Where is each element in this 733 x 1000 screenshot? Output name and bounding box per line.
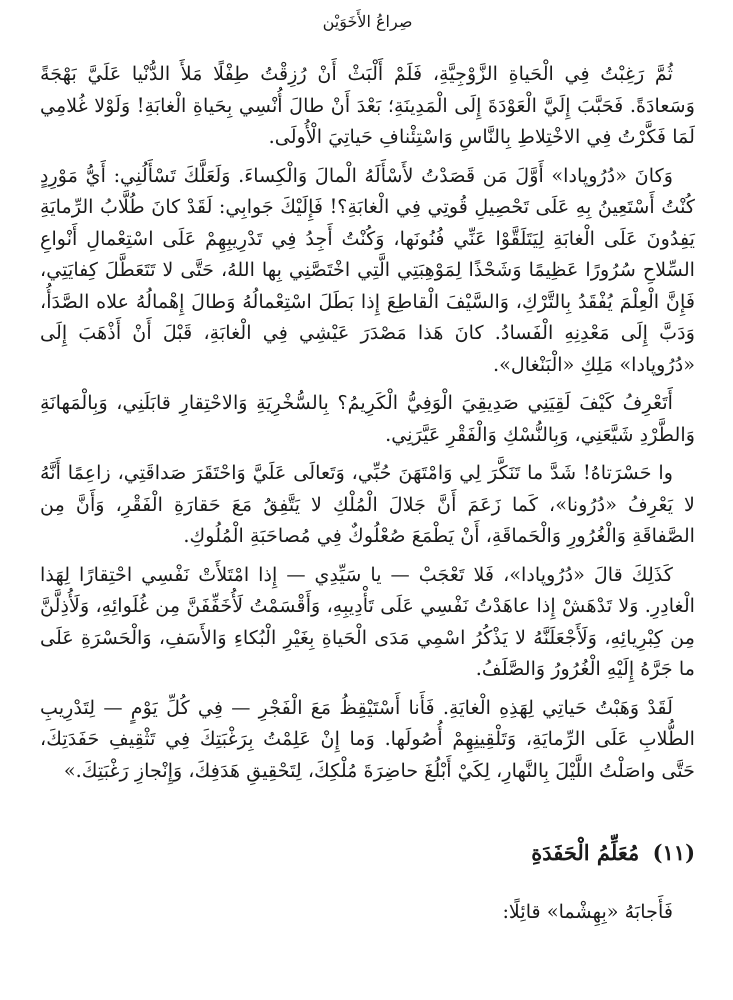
section-title: مُعَلِّمُ الْحَفَدَةِ xyxy=(531,840,640,865)
paragraph-4: وا حَسْرَتاهُ! شَدَّ ما تَنَكَّرَ لِي وَامْتَهَنَ حُبِّي، وَتَعالَى عَلَيَّ وَاحْتَقَرَ صَداقَتِي، زاعِمًا أَنَّهُ لا يَعْرِفُ «دُرُونا»، كَما زَعَمَ أَنَّ جَلالَ الْمُلْكِ لا يَتَّفِقُ مَعَ حَقارَةِ الْفَقْرِ، وَأَنَّ مِن الصَّفاقَةِ وَالْغُرُورِ وَالْحَماقَةِ، أَنْ يَطْمَعَ صُعْلُوكٌ فِي مُصاحَبَةِ الْمُلُوكِ. xyxy=(40,461,695,547)
paragraph-5: كَذَلِكَ قالَ «دُرُوپادا»، فَلا تَعْجَبْ — يا سَيِّدِي — إِذا امْتَلأَتْ نَفْسِي احْتِقارًا لِهَذا الْغادِرِ. وَلا تَدْهَشْ إِذا عاهَدْتُ نَفْسِي عَلَى تَأْدِيبِهِ، وَأَقْسَمْتُ لَأُخَفِّفَنَّ مِن غُلَوائِهِ، وَلَأُذِلَّنَّ مِن كِبْرِيائِهِ، وَلَأَجْعَلَنَّهُ لا يَذْكُرُ اسْمِي مَدَى الْحَياةِ بِغَيْرِ الْبُكاءِ وَالأَسَفِ، وَالْحَسْرَةِ عَلَى ما جَرَّهُ إِلَيْهِ الْغُرُورُ وَالصَّلَفُ. xyxy=(40,562,695,680)
body-text xyxy=(40,58,695,786)
section-number: (١١) xyxy=(652,840,695,865)
paragraph-1: ثُمَّ رَغِبْتُ فِي الْحَياةِ الزَّوْجِيَّةِ، فَلَمْ أَلْبَثْ أَنْ رُزِقْتُ طِفْلًا مَلأَ الدُّنْيا عَلَيَّ بَهْجَةً وَسَعادَةً. فَحَبَّبَ إِلَيَّ الْعَوْدَةَ إِلَى الْمَدِينَةِ؛ بَعْدَ أَنْ طالَ أُنْسِي بِحَياةِ الْغابَةِ! وَلَوْلا غُلامِي لَمَا فَكَّرْتُ فِي الاخْتِلاطِ بِالنَّاسِ وَاسْتِئْنافِ حَياتِيَ الْأُولَى. xyxy=(40,62,695,148)
closing-line: فَأَجابَهُ «بِهِشْما» قائِلًا: xyxy=(502,900,673,923)
paragraph-3: أَتَعْرِفُ كَيْفَ لَقِيَنِي صَدِيقِيَ الْوَفِيُّ الْكَرِيمُ؟ بِالسُّخْرِيَةِ وَالاحْتِقارِ قابَلَنِي، وَبِالْمَهانَةِ وَالطَّرْدِ شَيَّعَنِي، وَبِالنُّسْكِ وَالْفَقْرِ عَيَّرَنِي. xyxy=(40,391,695,446)
paragraph-2: وَكانَ «دُرُوپادا» أَوَّلَ مَن قَصَدْتُ لأَسْأَلَهُ الْمالَ وَالْكِساءَ. وَلَعَلَّكَ تَسْأَلُنِي: أَيُّ مَوْرِدٍ كُنْتُ أَسْتَعِينُ بِهِ عَلَى تَحْصِيلِ قُوتِي فِي الْغابَةِ؟! فَإِلَيْكَ جَوابِي: لَقَدْ كانَ طُلَّابُ الرِّمايَةِ يَفِدُونَ عَلَى الْغابَةِ لِيَتَلَقَّوْا عَنِّي فُنُونَها، وَكُنْتُ أَجِدُ فِي تَدْرِيبِهِمْ عَلَى اسْتِعْمالِ أَنْواعِ السِّلاحِ سُرُورًا عَظِيمًا وَشَحْذًا لِمَوْهِبَتِي الَّتِي اخْتَصَّنِي بِها اللهُ، حَتَّى لا تَتَعَطَّلَ كِفايَتِي، فَإِنَّ الْعِلْمَ يُفْقَدُ بِالتَّرْكِ، وَالسَّيْفَ الْقاطِعَ إِذا بَطَلَ اسْتِعْمالُهُ وَطالَ إِهْمالُهُ علاه الصَّدَأُ، وَدَبَّ إِلَى مَعْدِنِهِ الْفَسادُ. كانَ هَذا مَصْدَرَ عَيْشِي فِي الْغابَةِ، قَبْلَ أَنْ أَذْهَبَ إِلَى «دُرُوپادا» مَلِكِ «الْبَنْغال». xyxy=(40,163,695,376)
section-heading xyxy=(40,836,695,870)
paragraph-6: لَقَدْ وَهَبْتُ حَياتِي لِهَذِهِ الْغايَةِ. فَأَنا أَسْتَيْقِظُ مَعَ الْفَجْرِ — فِي كُلِّ يَوْمٍ — لِتَدْرِيبِ الطُّلابِ عَلَى الرِّمايَةِ، وَتَلْقِينِهِمْ أُصُولَها. وَما إِنْ عَلِمْتُ بِرَغْبَتِكَ فِي تَثْقِيفِ حَفَدَتِكَ، حَتَّى واصَلْتُ اللَّيْلَ بِالنَّهارِ، لِكَيْ أَبْلُغَ حاضِرَةَ مُلْكِكَ، لِتَحْقِيقِ هَدَفِكَ، وَإِنْجازِ رَغْبَتِكَ.» xyxy=(40,695,695,782)
running-head: صِراعُ الأَخَوَيْن xyxy=(322,12,413,31)
